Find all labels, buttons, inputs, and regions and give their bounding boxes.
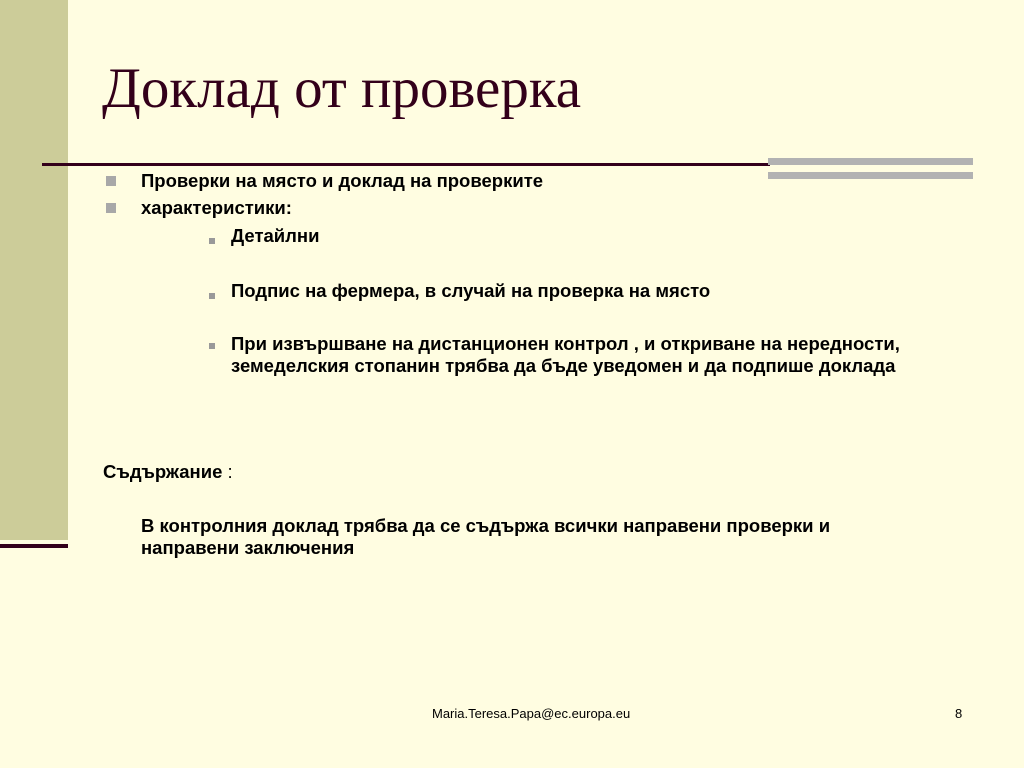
- bullet-item: Проверки на място и доклад на проверките: [141, 170, 544, 191]
- bullet-square-icon: [106, 176, 116, 186]
- sub-bullet-square-icon: [209, 343, 215, 349]
- page-number: 8: [955, 706, 963, 721]
- bullet-square-icon: [106, 203, 116, 213]
- sidebar-panel: [0, 0, 68, 540]
- sub-bullet-square-icon: [209, 238, 215, 244]
- bullet-item: характеристики:: [141, 197, 292, 218]
- content-separator: :: [222, 461, 233, 482]
- sidebar-divider: [0, 544, 68, 548]
- accent-bars: [768, 158, 973, 180]
- content-text: В контролния доклад трябва да се съдържа всички направени проверки и направени заключения: [141, 515, 831, 558]
- content-label: Съдържание: [103, 461, 223, 482]
- footer-email: Maria.Teresa.Papa@ec.europa.eu: [432, 706, 631, 721]
- sub-bullet-item: Подпис на фермера, в случай на проверка на място: [231, 280, 711, 301]
- accent-bar-top: [768, 158, 973, 165]
- sub-bullet-item: При извършване на дистанционен контрол , и откриване на нередности, земеделския стопанин трябва да бъде уведомен и да подпише доклада: [231, 333, 900, 376]
- content-heading: [103, 461, 233, 483]
- accent-bar-bottom: [768, 172, 973, 179]
- sub-bullet-square-icon: [209, 293, 215, 299]
- title-divider: [42, 163, 770, 166]
- sub-bullet-item: Детайлни: [231, 225, 320, 246]
- slide-title: Доклад от проверка: [102, 57, 581, 120]
